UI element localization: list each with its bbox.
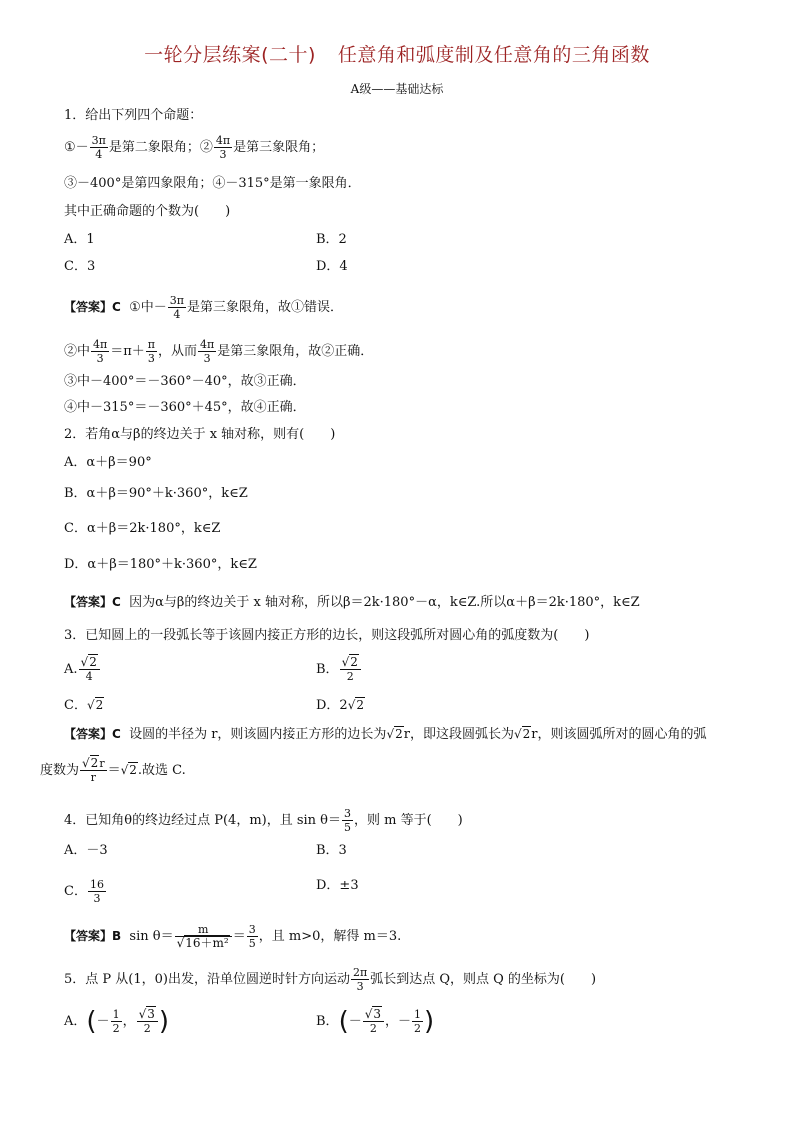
q1-answer-line2: ②中 $\frac{4\pi}{3}$ ＝π＋ $\frac{\pi}{3}$ ，从而 $\frac{4\pi}{3}$ 是第三象限角，故②正确． (64, 338, 374, 365)
q1-option-a: A．1 (64, 232, 95, 247)
q4-option-c: C． $\frac{16}{3}$ (64, 878, 104, 905)
q1-stem: 1．给出下列四个命题： (64, 108, 203, 123)
section-heading: A级——基础达标 (350, 82, 444, 96)
q3-option-b: B． $\frac{√2}{2}$ (316, 656, 362, 683)
q3-answer-tag: 【答案】C (64, 727, 121, 741)
q1-line2: ③－400°是第四象限角；④－315°是第一象限角． (64, 176, 361, 191)
q1-option-c: C．3 (64, 259, 96, 274)
title-part2: 任意角和弧度制及任意角的三角函数 (337, 44, 650, 66)
q5-option-a: A．(－ $\frac{1}{2}$ ， $\frac{√3}{2}$ ) (64, 1006, 170, 1037)
title-part1: 一轮分层练案(二十) (144, 44, 316, 66)
q1-option-d: D．4 (316, 259, 348, 274)
q4-option-d: D．±3 (316, 878, 359, 893)
q3-answer-line1: 【答案】C 设圆的半径为 r，则该圆内接正方形的边长为√2r，即这段圆弧长为√2r，则该圆弧所对的圆心角的弧 (64, 727, 707, 742)
q4-option-a: A．－3 (64, 843, 108, 858)
q3-option-d: D．2√2 (316, 698, 364, 713)
q1-answer-tag: 【答案】C (64, 300, 121, 314)
q4-answer: 【答案】B sin θ＝ $\frac{m}{\text{√16＋m²}}$ ＝ $\frac{3}{5}$ ，且 m>0，解得 m＝3. (64, 923, 402, 950)
q2-answer-tag: 【答案】C (64, 595, 121, 609)
q5-stem: 5．点 P 从(1，0)出发，沿单位圆逆时针方向运动 $\frac{2\pi}{3}$ 弧长到达点 Q，则点 Q 的坐标为( ) (64, 966, 597, 993)
q4-stem: 4．已知角θ的终边经过点 P(4，m)，且 sin θ＝ $\frac{3}{5}$ ，则 m 等于( ) (64, 807, 463, 834)
q1-answer-line4: ④中－315°＝－360°＋45°，故④正确． (64, 400, 306, 415)
q3-stem: 3．已知圆上的一段弧长等于该圆内接正方形的边长，则这段弧所对圆心角的弧度数为( ) (64, 628, 590, 643)
q1-line1: ①－ $\frac{3\pi}{4}$ 是第二象限角；② $\frac{4\pi}{3}$ 是第三象限角； (64, 134, 325, 161)
q4-answer-tag: 【答案】B (64, 929, 122, 943)
q2-answer: 【答案】C 因为α与β的终边关于 x 轴对称，所以β＝2k·180°－α，k∈Z.所以α＋β＝2k·180°，k∈Z (64, 595, 640, 610)
q1-option-b: B．2 (316, 232, 347, 247)
q1-answer-line1: 【答案】C ①中－ $\frac{3\pi}{4}$ 是第三象限角，故①错误． (64, 294, 343, 321)
q4-option-b: B．3 (316, 843, 347, 858)
q5-option-b: B．(－ $\frac{√3}{2}$ ，－ $\frac{1}{2}$ ) (316, 1006, 435, 1037)
q1-answer-line3: ③中－400°＝－360°－40°，故③正确． (64, 374, 306, 389)
q3-answer-line2: 度数为 $\frac{√2r}{r}$ ＝√2.故选 C. (40, 756, 186, 784)
q3-option-c: C．√2 (64, 698, 104, 713)
q2-option-c: C．α＋β＝2k·180°，k∈Z (64, 521, 221, 536)
q2-stem: 2．若角α与β的终边关于 x 轴对称，则有( ) (64, 427, 336, 442)
q2-option-d: D．α＋β＝180°＋k·360°，k∈Z (64, 557, 257, 572)
q3-option-a: A. $\frac{√2}{4}$ (64, 656, 101, 683)
page-title (0, 40, 794, 67)
q2-option-b: B．α＋β＝90°＋k·360°，k∈Z (64, 486, 248, 501)
q2-option-a: A．α＋β＝90° (64, 455, 152, 470)
q1-line3: 其中正确命题的个数为( ) (64, 204, 231, 219)
